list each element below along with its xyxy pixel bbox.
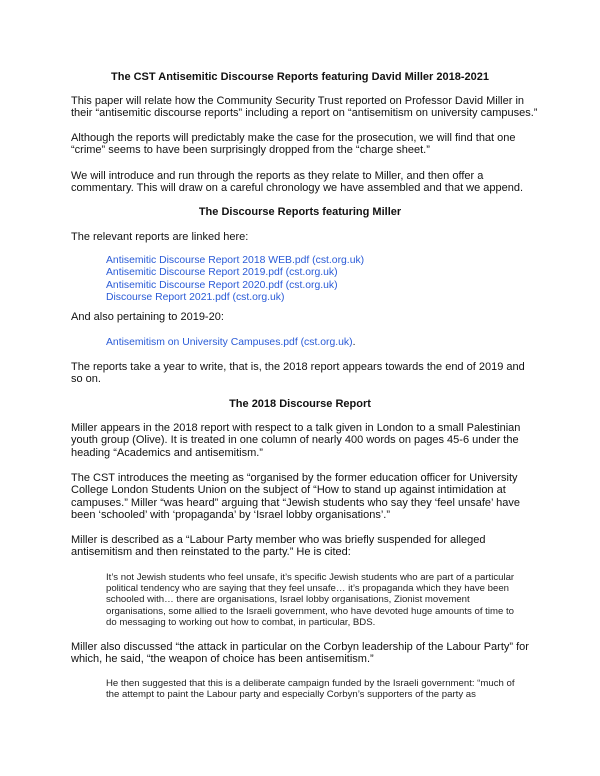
text-line: College London Students Union on the subject of “How to stand up against intimidation at: [71, 484, 506, 497]
text-line: youth group (Olive). It is treated in one column of nearly 400 words on pages 45-6 under the: [71, 434, 519, 447]
timing-paragraph: [71, 361, 525, 386]
text-line: The CST introduces the meeting as “organised by the former education officer for University: [71, 472, 518, 484]
text-line: antisemitism and then reinstated to the party.” He is cited:: [71, 546, 351, 559]
text-line: the attempt to paint the Labour party and especially Corbyn’s supporters of the party as: [106, 689, 476, 701]
text-line: Miller also discussed “the attack in particular on the Corbyn leadership of the Labour Party” for: [71, 641, 529, 653]
text-line: schooled with… there are organisations, Israel lobby organisations, Zionist movement: [106, 594, 470, 606]
text-line: which, he said, “the weapon of choice has been antisemitism.”: [71, 653, 374, 666]
link-report-2019[interactable]: Antisemitic Discourse Report 2019.pdf (cst.org.uk): [106, 267, 338, 279]
paragraph-miller-discussed: [71, 641, 529, 666]
report-links: [106, 255, 364, 305]
text-line: commentary. This will draw on a careful chronology we have assembled and that we append.: [71, 182, 524, 195]
text-line: heading “Academics and antisemitism.”: [71, 446, 263, 459]
text-line: campuses.” Miller “was heard” arguing that “Jewish students who say they ‘feel unsafe’ have: [71, 496, 520, 509]
text-line: The reports take a year to write, that is, the 2018 report appears towards the end of 2019 and: [71, 361, 525, 373]
block-quote-1: [106, 572, 514, 628]
text-line: organisations, some allied to the Israeli government, who have devoted huge amounts of time to: [106, 605, 514, 617]
text-line: Miller is described as a “Labour Party member who was briefly suspended for alleged: [71, 534, 486, 546]
link-report-2021[interactable]: Discourse Report 2021.pdf (cst.org.uk): [106, 292, 285, 304]
punctuation: .: [352, 337, 356, 348]
paragraph-cst-introduces: [71, 472, 520, 522]
text-line: political tendency who are saying that they feel unsafe… it’s propaganda which they have been: [106, 583, 510, 595]
text-line: do messaging to working out how to combat, in particular, BDS.: [106, 616, 376, 628]
paragraph-miller-described: [71, 534, 486, 559]
text-line: We will introduce and run through the reports as they relate to Miller, and then offer a: [71, 170, 484, 182]
text-line: He then suggested that this is a deliberate campaign funded by the Israeli government: “much of: [106, 678, 515, 689]
text-line: so on.: [71, 373, 101, 386]
document-title: The CST Antisemitic Discourse Reports featuring David Miller 2018-2021: [111, 71, 489, 83]
campus-link-line: [106, 337, 355, 349]
intro-paragraph-3: [71, 170, 523, 195]
text-line: Although the reports will predictably make the case for the prosecution, we will find that one: [71, 132, 516, 144]
text-line: their “antisemitic discourse reports” including a report on “antisemitism on university campuses.”: [71, 107, 538, 120]
link-university-campuses[interactable]: Antisemitism on University Campuses.pdf (cst.org.uk): [106, 337, 353, 348]
text-line: been ‘schooled’ with ‘propaganda’ by ‘Israel lobby organisations’.”: [71, 509, 390, 522]
section-heading: The Discourse Reports featuring Miller: [198, 206, 402, 218]
intro-paragraph-1: [71, 95, 537, 120]
block-quote-2: [106, 678, 515, 700]
link-report-2020[interactable]: Antisemitic Discourse Report 2020.pdf (cst.org.uk): [106, 279, 338, 291]
text-line: “crime” seems to have been surprisingly dropped from the “charge sheet.”: [71, 144, 430, 157]
link-report-2018[interactable]: Antisemitic Discourse Report 2018 WEB.pdf (cst.org.uk): [106, 255, 365, 266]
text-line: This paper will relate how the Community Security Trust reported on Professor David Miller in: [71, 95, 525, 107]
text-line: Miller appears in the 2018 report with respect to a talk given in London to a small Palestinian: [71, 422, 521, 434]
paragraph-miller-appears: [71, 422, 520, 459]
section-heading-2018: The 2018 Discourse Report: [229, 398, 371, 410]
also-pertaining: And also pertaining to 2019-20:: [71, 311, 224, 323]
text-line: It’s not Jewish students who feel unsafe, it’s specific Jewish students who are part of a particular: [106, 572, 515, 583]
intro-paragraph-2: [71, 132, 516, 157]
reports-lead: The relevant reports are linked here:: [71, 231, 249, 243]
